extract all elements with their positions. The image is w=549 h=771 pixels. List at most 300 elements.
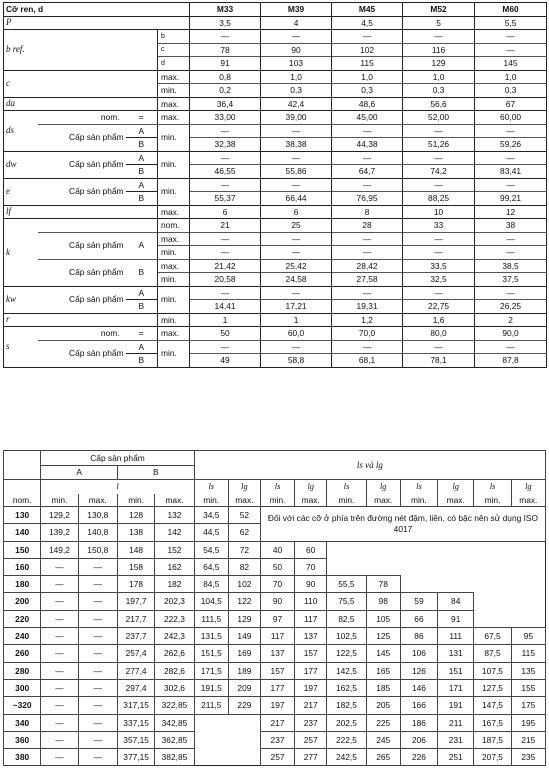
value-cell: 2: [475, 313, 547, 327]
length-value-cell: 222,3: [155, 610, 194, 627]
length-value-cell: 211,5: [194, 697, 228, 714]
value-cell: 55,37: [190, 192, 261, 206]
value-cell: 0,2: [190, 84, 261, 98]
value-cell: —: [261, 340, 332, 354]
length-value-cell: 72: [228, 541, 260, 558]
value-cell: —: [190, 232, 261, 246]
value-cell: 21: [190, 219, 261, 233]
length-value-cell: —: [41, 558, 78, 575]
value-cell: 4: [261, 16, 332, 30]
row-e-A: [4, 178, 547, 192]
ls-label: ls: [400, 480, 437, 494]
length-value-cell: 151: [438, 662, 474, 679]
length-value-cell: 55,5: [327, 576, 366, 593]
value-cell: —: [403, 340, 475, 354]
length-value-cell: 202,3: [155, 593, 194, 610]
lg-label: lg: [511, 480, 545, 494]
length-value-cell: 182,5: [327, 697, 366, 714]
length-value-cell: 131,5: [194, 628, 228, 645]
row-k-A-max: [4, 232, 547, 246]
length-value-cell: —: [78, 679, 117, 696]
value-cell: —: [190, 246, 261, 260]
length-value-cell: 162: [155, 558, 194, 575]
value-cell: —: [475, 178, 547, 192]
length-value-cell: 151,5: [194, 645, 228, 662]
length-value-cell: 158: [117, 558, 154, 575]
length-value-cell: —: [78, 610, 117, 627]
length-value-cell: 149,2: [41, 541, 78, 558]
length-value-cell: 152: [155, 541, 194, 558]
value-cell: —: [190, 124, 261, 138]
value-cell: 33,5: [403, 259, 475, 273]
value-cell: 1: [190, 313, 261, 327]
length-value-cell: 148: [117, 541, 154, 558]
length-value-cell: 235: [511, 749, 545, 766]
length-value-cell: 59: [400, 593, 437, 610]
table-row: [4, 610, 546, 627]
length-value-cell: 217: [295, 697, 327, 714]
table-row: [4, 576, 546, 593]
row-dw-A: [4, 151, 547, 165]
grade-a: A: [126, 178, 158, 192]
value-cell: —: [403, 124, 475, 138]
value-cell: 83,41: [475, 165, 547, 179]
length-value-cell: 169: [228, 645, 260, 662]
length-value-cell: 229: [228, 697, 260, 714]
length-value-cell: 62: [228, 524, 260, 541]
length-nom-cell: 220: [4, 610, 41, 627]
row-lf: [4, 205, 547, 219]
qual-label: min.: [474, 494, 511, 507]
length-value-cell: 167,5: [474, 714, 511, 731]
length-value-cell: 191,5: [194, 679, 228, 696]
row-s-A: [4, 340, 547, 354]
length-value-cell: 82: [228, 558, 260, 575]
value-cell: 90,0: [475, 327, 547, 341]
length-value-cell: 182: [155, 576, 194, 593]
length-value-cell: 222,5: [327, 731, 366, 748]
eq-label: =: [138, 328, 144, 339]
qual-label: min.: [41, 494, 78, 507]
length-nom-cell: 380: [4, 749, 41, 766]
grade-a: A: [126, 124, 158, 138]
qual-label: max.: [78, 494, 117, 507]
lg-label: lg: [228, 480, 260, 494]
value-cell: 5: [403, 16, 475, 30]
value-cell: —: [475, 124, 547, 138]
lg-label: lg: [295, 480, 327, 494]
value-cell: 38: [475, 219, 547, 233]
row-b-ref: [4, 30, 547, 44]
value-cell: —: [261, 246, 332, 260]
length-nom-cell: ~320: [4, 697, 41, 714]
value-cell: —: [332, 178, 403, 192]
value-cell: 20,58: [190, 273, 261, 287]
value-cell: —: [475, 43, 547, 57]
size-header: M52: [403, 3, 475, 17]
value-cell: 1: [261, 313, 332, 327]
ls-label: ls: [260, 480, 294, 494]
row-k-B-max: [4, 259, 547, 273]
length-value-cell: 382,85: [155, 749, 194, 766]
value-cell: —: [332, 232, 403, 246]
row-da: [4, 97, 547, 111]
value-cell: 5,5: [475, 16, 547, 30]
length-value-cell: 197,7: [117, 593, 154, 610]
product-grade-label: Cấp sản phẩm: [69, 186, 124, 197]
length-value-cell: 126: [400, 662, 437, 679]
length-value-cell: 122: [228, 593, 260, 610]
length-value-cell: 207,5: [474, 749, 511, 766]
symbol-k: k: [6, 246, 10, 257]
length-value-cell: 191: [438, 697, 474, 714]
length-value-cell: 50: [260, 558, 294, 575]
value-cell: 76,95: [332, 192, 403, 206]
value-cell: —: [403, 232, 475, 246]
table-row: [4, 662, 546, 679]
b-sub-label: d: [158, 57, 190, 71]
value-cell: 38,5: [475, 259, 547, 273]
nom-label: nom.: [4, 494, 41, 507]
value-cell: 1,0: [261, 70, 332, 84]
length-value-cell: 125: [366, 628, 400, 645]
value-cell: 59,26: [475, 138, 547, 152]
length-value-cell: 197: [295, 679, 327, 696]
qual-label: max.: [158, 259, 190, 273]
value-cell: —: [261, 286, 332, 300]
symbol-ds: ds: [6, 125, 15, 136]
length-value-cell: 357,15: [117, 731, 154, 748]
qual-label: min.: [158, 124, 190, 151]
value-cell: —: [403, 151, 475, 165]
grade-b: B: [138, 139, 145, 150]
length-value-cell: 82,5: [327, 610, 366, 627]
qual-label: min.: [158, 84, 190, 98]
product-grade-label: Cấp sản phẩm: [69, 132, 124, 143]
length-value-cell: —: [78, 749, 117, 766]
length-value-cell: 177: [260, 679, 294, 696]
length-value-cell: —: [41, 645, 78, 662]
symbol-c: c: [6, 78, 10, 88]
length-nom-cell: 280: [4, 662, 41, 679]
length-value-cell: 70: [260, 576, 294, 593]
length-value-cell: —: [41, 628, 78, 645]
size-header: M39: [261, 3, 332, 17]
qual-label: min.: [400, 494, 437, 507]
value-cell: 42,4: [261, 97, 332, 111]
length-value-cell: 337,15: [117, 714, 154, 731]
value-cell: —: [332, 30, 403, 44]
length-value-cell: 206: [400, 731, 437, 748]
length-value-cell: 265: [366, 749, 400, 766]
qual-label: min.: [117, 494, 154, 507]
value-cell: 88,25: [403, 192, 475, 206]
value-cell: 19,31: [332, 300, 403, 314]
size-header: M33: [190, 3, 261, 17]
symbol-kw: kw: [6, 294, 16, 304]
value-cell: 116: [403, 43, 475, 57]
length-nom-cell: 160: [4, 558, 41, 575]
value-cell: —: [475, 286, 547, 300]
length-value-cell: 377,15: [117, 749, 154, 766]
symbol-e: e: [6, 186, 10, 196]
length-value-cell: 202,5: [327, 714, 366, 731]
value-cell: 78,1: [403, 354, 475, 368]
length-value-cell: —: [78, 628, 117, 645]
length-value-cell: 171,5: [194, 662, 228, 679]
table-row: [4, 628, 546, 645]
length-value-cell: —: [41, 749, 78, 766]
table-row: [4, 714, 546, 731]
grade-a: A: [126, 340, 158, 354]
size-header: M60: [475, 3, 547, 17]
length-nom-cell: 360: [4, 731, 41, 748]
qual-label: max.: [155, 494, 194, 507]
eq-label: =: [138, 112, 144, 123]
qual-label: min.: [158, 313, 190, 327]
qual-label: max.: [158, 97, 190, 111]
length-value-cell: 78: [366, 576, 400, 593]
qual-label: min.: [158, 178, 190, 205]
length-value-cell: 111,5: [194, 610, 228, 627]
value-cell: 32,38: [190, 138, 261, 152]
b-sub-label: c: [158, 43, 190, 57]
length-value-cell: 195: [511, 714, 545, 731]
table-row: [4, 593, 546, 610]
value-cell: 99,21: [475, 192, 547, 206]
value-cell: —: [261, 232, 332, 246]
value-cell: —: [190, 30, 261, 44]
length-value-cell: 102: [228, 576, 260, 593]
value-cell: —: [403, 30, 475, 44]
length-value-cell: 127,5: [474, 679, 511, 696]
value-cell: 1,0: [475, 70, 547, 84]
length-value-cell: —: [41, 697, 78, 714]
symbol-s: s: [6, 341, 10, 352]
grade-b: B: [138, 355, 145, 366]
length-value-cell: 111: [438, 628, 474, 645]
length-value-cell: 282,6: [155, 662, 194, 679]
value-cell: 22,75: [403, 300, 475, 314]
lg-label: lg: [438, 480, 474, 494]
product-grade-label: Cấp sản phẩm: [69, 294, 124, 305]
value-cell: —: [403, 178, 475, 192]
length-value-cell: —: [78, 558, 117, 575]
length-value-cell: 209: [228, 679, 260, 696]
length-table: [3, 450, 546, 766]
qual-label: min.: [158, 273, 190, 287]
length-value-cell: 117: [295, 610, 327, 627]
length-value-cell: 165: [366, 662, 400, 679]
length-value-cell: 211: [438, 714, 474, 731]
value-cell: 1,6: [403, 313, 475, 327]
value-cell: 80,0: [403, 327, 475, 341]
length-value-cell: 231: [438, 731, 474, 748]
value-cell: 12: [475, 205, 547, 219]
length-value-cell: 70: [295, 558, 327, 575]
length-value-cell: 44,5: [194, 524, 228, 541]
product-grade-label: Cấp sản phẩm: [69, 240, 124, 251]
value-cell: 14,41: [190, 300, 261, 314]
length-value-cell: 262,6: [155, 645, 194, 662]
length-nom-cell: 180: [4, 576, 41, 593]
value-cell: 91: [190, 57, 261, 71]
length-value-cell: —: [41, 679, 78, 696]
value-cell: —: [332, 151, 403, 165]
value-cell: 39,00: [261, 111, 332, 125]
value-cell: 60,0: [261, 327, 332, 341]
ls-label: ls: [327, 480, 366, 494]
length-value-cell: 40: [260, 541, 294, 558]
length-value-cell: 129,2: [41, 507, 78, 524]
l-label: l: [41, 480, 194, 494]
length-value-cell: 150,8: [78, 541, 117, 558]
value-cell: 8: [332, 205, 403, 219]
length-value-cell: 86: [400, 628, 437, 645]
row-k-nom: [4, 219, 547, 233]
length-value-cell: —: [78, 731, 117, 748]
length-value-cell: —: [78, 576, 117, 593]
length-nom-cell: 130: [4, 507, 41, 524]
value-cell: 145: [475, 57, 547, 71]
length-value-cell: 362,85: [155, 731, 194, 748]
value-cell: 129: [403, 57, 475, 71]
value-cell: 26,25: [475, 300, 547, 314]
length-value-cell: 90: [295, 576, 327, 593]
length-value-cell: 297,4: [117, 679, 154, 696]
value-cell: 87,8: [475, 354, 547, 368]
value-cell: 17,21: [261, 300, 332, 314]
grade-a: A: [41, 466, 118, 480]
length-value-cell: 225: [366, 714, 400, 731]
length-value-cell: 142,5: [327, 662, 366, 679]
row-kw-A: [4, 286, 547, 300]
symbol-lf: lf: [6, 206, 12, 217]
length-value-cell: 34,5: [194, 507, 228, 524]
value-cell: —: [261, 178, 332, 192]
table-row: [4, 645, 546, 662]
value-cell: 58,8: [261, 354, 332, 368]
value-cell: —: [475, 340, 547, 354]
length-value-cell: 149: [228, 628, 260, 645]
grade-b: B: [138, 267, 145, 278]
product-grade-label: Cấp sản phẩm: [69, 267, 124, 278]
value-cell: 78: [190, 43, 261, 57]
table-row: [4, 507, 546, 524]
length-value-cell: 105: [366, 610, 400, 627]
length-value-cell: 197: [260, 697, 294, 714]
nom-label: nom.: [100, 328, 120, 339]
length-header-row-4: [4, 494, 546, 507]
length-value-cell: 102,5: [327, 628, 366, 645]
length-value-cell: —: [41, 662, 78, 679]
value-cell: 102: [332, 43, 403, 57]
length-value-cell: 237: [295, 714, 327, 731]
value-cell: —: [332, 340, 403, 354]
length-value-cell: 66: [400, 610, 437, 627]
value-cell: 48,6: [332, 97, 403, 111]
qual-label: min.: [327, 494, 366, 507]
row-pitch: [4, 16, 547, 30]
length-value-cell: 137: [295, 628, 327, 645]
length-nom-cell: 140: [4, 524, 41, 541]
length-value-cell: 137: [260, 645, 294, 662]
length-value-cell: 242,3: [155, 628, 194, 645]
value-cell: —: [475, 30, 547, 44]
value-cell: 44,38: [332, 138, 403, 152]
table-row: [4, 731, 546, 748]
length-value-cell: 277,4: [117, 662, 154, 679]
length-value-cell: 115: [511, 645, 545, 662]
length-value-cell: 166: [400, 697, 437, 714]
value-cell: 90: [261, 43, 332, 57]
value-cell: 25,42: [261, 259, 332, 273]
length-nom-cell: 200: [4, 593, 41, 610]
ls-lg-label: ls và lg: [194, 451, 545, 480]
length-value-cell: 139,2: [41, 524, 78, 541]
length-value-cell: 237: [260, 731, 294, 748]
grade-a: A: [138, 240, 145, 251]
value-cell: 6: [261, 205, 332, 219]
length-value-cell: 91: [438, 610, 474, 627]
length-value-cell: —: [41, 610, 78, 627]
ls-label: ls: [194, 480, 228, 494]
length-value-cell: 185: [366, 679, 400, 696]
value-cell: 0,3: [261, 84, 332, 98]
lg-label: lg: [366, 480, 400, 494]
length-value-cell: 95: [511, 628, 545, 645]
length-value-cell: 257: [295, 731, 327, 748]
length-value-cell: 237,7: [117, 628, 154, 645]
value-cell: 25: [261, 219, 332, 233]
value-cell: 1,0: [403, 70, 475, 84]
length-value-cell: 342,85: [155, 714, 194, 731]
size-header: M45: [332, 3, 403, 17]
length-value-cell: 302,6: [155, 679, 194, 696]
length-value-cell: —: [78, 593, 117, 610]
length-value-cell: 147,5: [474, 697, 511, 714]
length-value-cell: 178: [117, 576, 154, 593]
value-cell: —: [261, 151, 332, 165]
length-value-cell: 90: [260, 593, 294, 610]
iso-note: Đối với các cỡ ở phía trên đường nét đậm, liền, có bậc nên sử dụng ISO 4017: [260, 507, 545, 542]
length-value-cell: 257: [260, 749, 294, 766]
value-cell: 0,3: [403, 84, 475, 98]
value-cell: 70,0: [332, 327, 403, 341]
length-value-cell: 107,5: [474, 662, 511, 679]
length-value-cell: 140,8: [78, 524, 117, 541]
value-cell: 45,00: [332, 111, 403, 125]
symbol-r: r: [6, 314, 10, 325]
length-value-cell: —: [78, 697, 117, 714]
length-value-cell: 130,8: [78, 507, 117, 524]
length-value-cell: 157: [260, 662, 294, 679]
value-cell: —: [332, 286, 403, 300]
length-value-cell: 189: [228, 662, 260, 679]
grade-b: B: [138, 193, 145, 204]
grade-b: B: [117, 466, 194, 480]
value-cell: 67: [475, 97, 547, 111]
length-value-cell: 187,5: [474, 731, 511, 748]
grade-b: B: [138, 166, 145, 177]
length-nom-cell: 150: [4, 541, 41, 558]
row-c: [4, 70, 547, 84]
value-cell: 74,2: [403, 165, 475, 179]
qual-label: min.: [194, 494, 228, 507]
value-cell: 64,7: [332, 165, 403, 179]
value-cell: —: [190, 151, 261, 165]
length-value-cell: 64,5: [194, 558, 228, 575]
